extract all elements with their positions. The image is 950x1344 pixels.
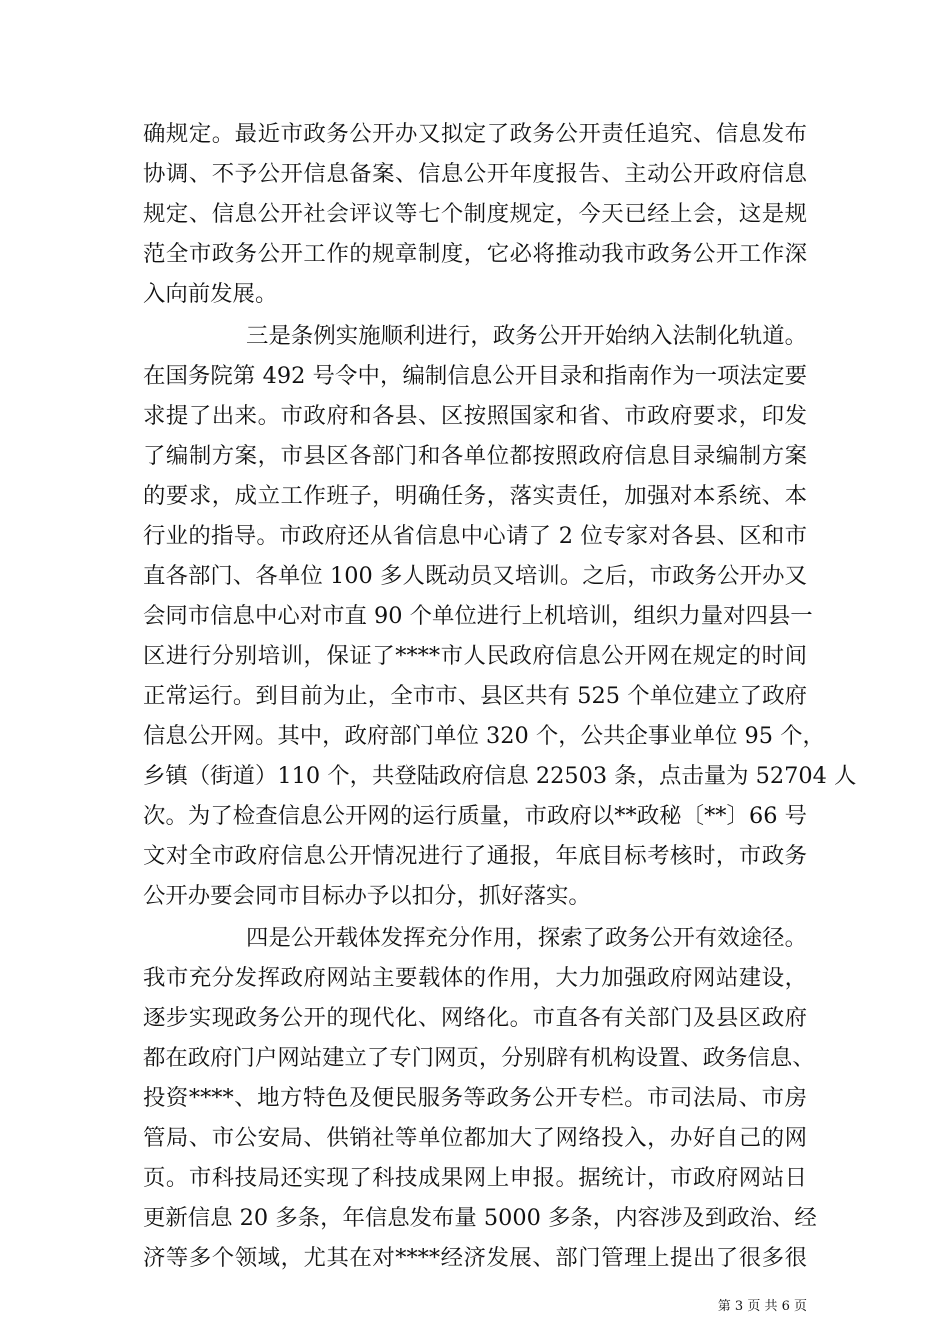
page-number: 第 3 页 共 6 页 [717,1299,807,1314]
text-line: 直各部门、各单位 100 多人既动员又培训。之后，市政务公开办又 [143,563,807,589]
text-line: 管局、市公安局、供销社等单位都加大了网络投入，办好自己的网 [143,1125,807,1151]
text-line: 确规定。最近市政务公开办又拟定了政务公开责任追究、信息发布 [143,121,807,147]
text-line: 乡镇（街道）110 个，共登陆政府信息 22503 条，点击量为 52704 人 [143,763,857,789]
text-line: 入向前发展。 [143,281,278,307]
text-line: 协调、不予公开信息备案、信息公开年度报告、主动公开政府信息 [143,161,807,187]
text-line: 在国务院第 492 号令中，编制信息公开目录和指南作为一项法定要 [143,363,807,389]
text-line: 范全市政务公开工作的规章制度，它必将推动我市政务公开工作深 [143,241,807,267]
text-line: 次。为了检查信息公开网的运行质量，市政府以**政秘〔**〕66 号 [143,803,807,829]
text-line: 公开办要会同市目标办予以扣分，抓好落实。 [143,883,591,909]
text-line: 投资****、地方特色及便民服务等政务公开专栏。市司法局、市房 [143,1085,807,1111]
text-line: 会同市信息中心对市直 90 个单位进行上机培训，组织力量对四县一 [143,603,813,629]
section-heading-3: 三是条例实施顺利进行，政务公开开始纳入法制化轨道。 [246,323,807,349]
text-line: 了编制方案，市县区各部门和各单位都按照政府信息目录编制方案 [143,443,807,469]
text-line: 页。市科技局还实现了科技成果网上申报。据统计，市政府网站日 [143,1165,807,1191]
text-line: 区进行分别培训，保证了****市人民政府信息公开网在规定的时间 [143,643,807,669]
text-line: 行业的指导。市政府还从省信息中心请了 2 位专家对各县、区和市 [143,523,807,549]
text-line: 我市充分发挥政府网站主要载体的作用，大力加强政府网站建设， [143,965,807,991]
text-line: 信息公开网。其中，政府部门单位 320 个，公共企事业单位 95 个， [143,723,825,749]
section-heading-4: 四是公开载体发挥充分作用，探索了政务公开有效途径。 [246,925,807,951]
text-line: 逐步实现政务公开的现代化、网络化。市直各有关部门及县区政府 [143,1005,807,1031]
text-line: 更新信息 20 多条，年信息发布量 5000 多条，内容涉及到政治、经 [143,1205,817,1231]
text-line: 都在政府门户网站建立了专门网页，分别辟有机构设置、政务信息、 [143,1045,815,1071]
text-line: 规定、信息公开社会评议等七个制度规定，今天已经上会，这是规 [143,201,807,227]
text-line: 济等多个领域，尤其在对****经济发展、部门管理上提出了很多很 [143,1245,807,1271]
text-line: 的要求，成立工作班子，明确任务，落实责任，加强对本系统、本 [143,483,807,509]
text-line: 文对全市政府信息公开情况进行了通报，年底目标考核时，市政务 [143,843,807,869]
text-line: 求提了出来。市政府和各县、区按照国家和省、市政府要求，印发 [143,403,807,429]
text-line: 正常运行。到目前为止，全市市、县区共有 525 个单位建立了政府 [143,683,807,709]
